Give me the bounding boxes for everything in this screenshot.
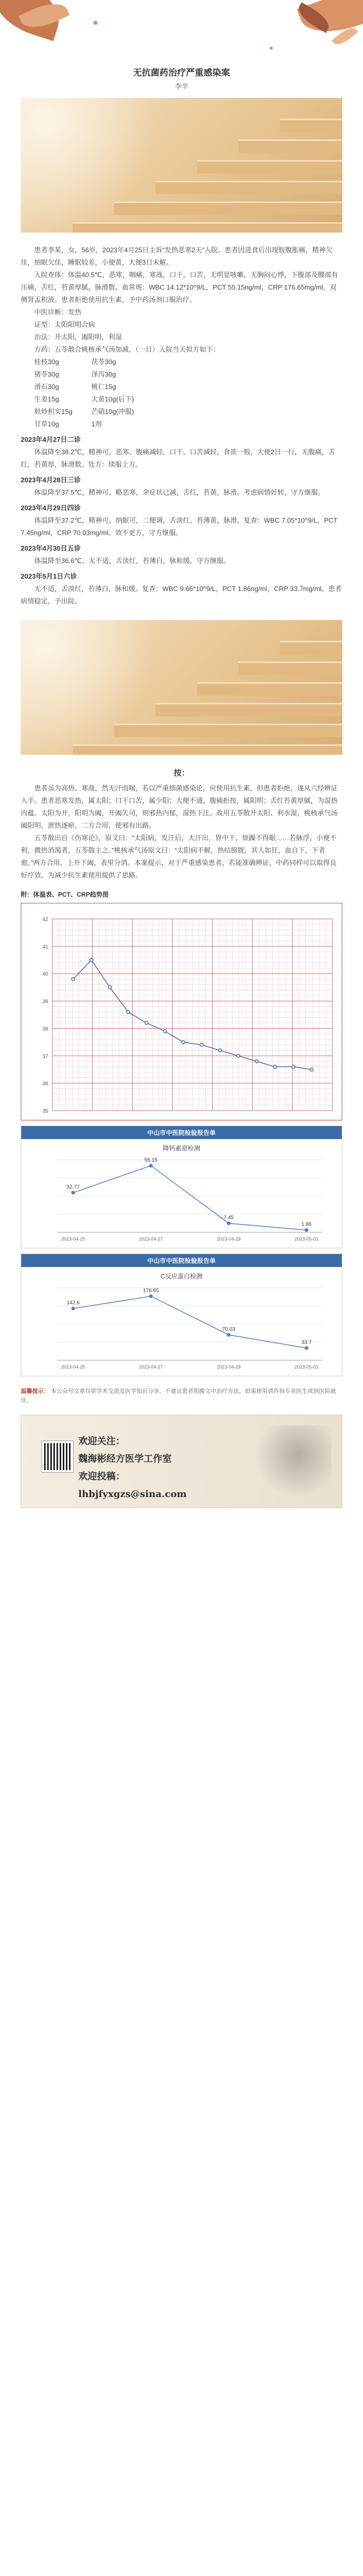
temperature-point (108, 986, 111, 989)
lab-report-header: 中山市中医院检验报告单 (21, 1254, 342, 1267)
pct-chart-svg (21, 1139, 342, 1248)
ink-wash-decoration (248, 1426, 331, 1498)
data-label: 70.03 (222, 1326, 235, 1332)
temperature-point (145, 1021, 148, 1025)
tcm-diagnosis: 中医诊断：发热 (34, 308, 82, 316)
visit-date: 2023年4月28日三诊 (21, 476, 81, 484)
temperature-point (127, 1011, 130, 1014)
y-tick-label: 42 (42, 917, 48, 923)
data-label: 176.65 (143, 1288, 159, 1294)
visit-date: 2023年5月1日六诊 (21, 572, 77, 580)
visit-text: 体温降至38.2℃，精神可，恶寒、腹痛减轻，口干、口苦减轻，食欲一般，大便2日一行，无腹痛，舌红，苔黄厚，脉滑数。处方：续服上方。 (21, 448, 336, 468)
visit-date: 2023年4月30日五诊 (21, 544, 81, 552)
y-tick-label: 37 (42, 1054, 48, 1060)
visit-text: 无不适，舌淡红，苔薄白，脉和缓。复查：WBC 9.66*10^9/L，PCT 1.86ng/ml，CRP 33.7mg/ml。患者病情稳定，予出院。 (21, 585, 342, 605)
temperature-point (163, 1030, 166, 1033)
herb-item: 滑石30g (34, 383, 59, 391)
treatment: 治法：开太阳，阖阳明，利湿 (34, 333, 122, 341)
herb-item: 芒硝10g(冲服) (91, 408, 134, 415)
disclaimer-text: 本公众号文章仅供学术交流及医学知识分享，不建议患者照搬文中治疗方法，如需使用请咨询专业医生或到医院就诊。 (21, 1388, 337, 1404)
herb-item: 大黄10g(后下) (91, 395, 134, 403)
disclaimer-label: 温馨提示： (21, 1388, 49, 1394)
visit-text: 体温降至36.6℃，无不适，舌淡红，苔薄白，脉和缓。守方继服。 (34, 557, 230, 565)
data-point (227, 1333, 231, 1336)
pct-chart-panel (21, 1126, 342, 1248)
x-tick-label: 2023-04-27 (138, 1236, 163, 1242)
pct-chart-title: 降钙素原检测 (162, 1145, 201, 1152)
x-tick-label: 2023-04-29 (216, 1364, 241, 1370)
article-title: 无抗菌药治疗严重感染案 (133, 68, 230, 78)
x-tick-label: 2023-04-25 (61, 1236, 86, 1242)
crp-chart-title: C反应蛋白检测 (160, 1273, 203, 1280)
follow-text (78, 1433, 187, 1503)
temperature-point (218, 1049, 221, 1052)
herb-item: 泽泻30g (91, 370, 116, 378)
x-tick-label: 2023-05-01 (294, 1236, 319, 1242)
series-line (73, 1165, 306, 1230)
x-tick-label: 2023-04-27 (138, 1364, 163, 1370)
staircase-photo (21, 98, 342, 233)
lab-report-header: 中山市中医院检验报告单 (21, 1126, 342, 1139)
data-point (227, 1221, 231, 1225)
contact-email[interactable]: lhbjfyxgzs@sina.com (78, 1489, 187, 1500)
case-record (0, 244, 363, 608)
y-tick-label: 41 (42, 944, 48, 950)
follow-banner (21, 1415, 342, 1508)
data-label: 1.86 (301, 1221, 312, 1228)
series-line (73, 1296, 306, 1348)
visit-text: 体温降至37.2℃，精神可，纳眠可，二便调，舌淡红，苔薄黄，脉滑。复查：WBC 7.05*10^9/L，PCT 7.45ng/ml，CRP 70.03mg/ml。效不更方，守方继服。 (21, 516, 338, 537)
y-tick-label: 40 (42, 971, 48, 977)
follow-name: 魏海彬经方医学工作室 (78, 1454, 172, 1464)
data-label: 32.77 (66, 1184, 80, 1190)
case-admission: 入院查体：体温40.5℃，恶寒，咽痛，寒战，口干，口苦，无明显咳嗽，无胸闷心悸，下腹部及腰部有压痛，舌红，苔黄厚腻，脉滑数。血常规：WBC 14.12*10^9/L，PCT 55.15ng/ml，CRP 176.65mg/ml，双侧肾盂积液。患者拒绝使用抗生素，予中药汤剂口服治疗。 (21, 271, 338, 304)
herb-item: 猪苓30g (34, 370, 59, 378)
visit-date: 2023年4月27日二诊 (21, 436, 81, 443)
prescription-label: 方药：五苓散合桃核承气汤加减，（一日）入院当天拟方如下： (34, 346, 220, 353)
y-tick-label: 35 (42, 1109, 48, 1114)
data-label: 33.7 (301, 1340, 312, 1346)
visit-date: 2023年4月29日四诊 (21, 504, 81, 512)
temperature-point (255, 1060, 258, 1063)
temperature-point (273, 1065, 276, 1068)
temperature-chart (21, 903, 342, 1120)
y-tick-label: 38 (42, 1026, 48, 1032)
data-label: 55.15 (144, 1157, 158, 1163)
herb-item: 1剂 (91, 420, 102, 428)
temperature-point (72, 977, 75, 981)
data-point (72, 1191, 75, 1195)
data-point (305, 1228, 309, 1232)
visit-text: 体温降至37.5℃，精神可，略恶寒，余症状已减，舌红，苔黄，脉滑。考虑病情好转，守方继服。 (34, 488, 325, 496)
x-tick-label: 2023-05-01 (294, 1364, 319, 1370)
crp-chart-panel (21, 1254, 342, 1376)
temperature-point (200, 1043, 203, 1046)
disclaimer (21, 1387, 342, 1405)
temperature-chart-svg (21, 903, 342, 1120)
data-label: 7.45 (224, 1215, 234, 1221)
herb-item: 生姜15g (34, 395, 59, 403)
herb-item: 桂枝30g (34, 358, 59, 366)
staircase-photo (21, 620, 342, 755)
x-tick-label: 2023-04-29 (216, 1236, 241, 1242)
herb-item: 甘草10g (34, 420, 59, 428)
article-author: 李辛 (174, 82, 188, 90)
temperature-point (236, 1054, 240, 1057)
commentary-paragraph: 五苓散出自《伤寒论》，原文曰：“太阳病，发汗后，大汗出，胃中干，烦躁不得眠……若脉浮，小便不利，微热消渴者，五苓散主之。”桃核承气汤原文曰：“太阳病不解，热结膀胱，其人如狂，血自下，下者愈。”两方合用，上开下阖，表里分消。本案提示，对于严重感染患者，若能准确辨证，中药同样可以取得良好疗效，为减少抗生素使用提供了思路。 (21, 834, 337, 879)
herb-item: 茯苓30g (91, 358, 116, 366)
y-tick-label: 39 (42, 999, 48, 1005)
header-decoration (0, 0, 363, 78)
dot-decoration (93, 21, 97, 25)
data-point (149, 1294, 153, 1298)
data-point (149, 1164, 153, 1168)
syndrome: 证型：太阳阳明合病 (34, 321, 95, 328)
x-tick-label: 2023-04-25 (61, 1364, 86, 1370)
herb-item: 桃仁15g (91, 383, 116, 391)
temperature-point (310, 1068, 313, 1071)
data-point (72, 1307, 75, 1311)
y-tick-label: 36 (42, 1081, 48, 1087)
data-point (305, 1346, 309, 1350)
temperature-point (292, 1065, 295, 1068)
commentary-title: 按： (173, 769, 189, 778)
qr-code-icon[interactable] (42, 1441, 73, 1472)
temperature-point (90, 958, 93, 961)
data-label: 142.6 (66, 1300, 80, 1306)
temperature-point (182, 1041, 185, 1044)
crp-chart-svg (21, 1267, 342, 1376)
contact-label: 欢迎投稿： (78, 1471, 125, 1482)
case-intro: 患者李某，女，56岁，2023年4月25日主诉“发热恶寒2天”入院。患者因进食后出现脘腹胀痛，精神欠佳，纳眠欠佳，睡眠较差，小便黄，大便3日未解。 (21, 246, 332, 266)
commentary (0, 782, 363, 882)
dot-decoration (270, 47, 273, 50)
figure-caption: 附：体温表、PCT、CRP趋势图 (21, 891, 109, 898)
herb-item: 麸炒枳实15g (34, 408, 73, 415)
commentary-paragraph: 患者虽为高热、寒战，然无汗而喘，若以严重细菌感染论，应使用抗生素，但患者拒绝，遂从六经辨证入手。患者恶寒发热，属太阳；口干口苦，属少阳；大便不通，腹痛拒按，属阳明；舌红苔黄厚腻，为湿热内蕴。太阳为开，阳明为阖，开阖失司，则邪热内郁，湿热下注。故用五苓散开太阳、利水湿，桃核承气汤阖阳明、泄热逐瘀，二方合用，使邪有出路。 (21, 784, 338, 829)
follow-label: 欢迎关注： (78, 1436, 125, 1447)
herb-list (34, 356, 342, 430)
